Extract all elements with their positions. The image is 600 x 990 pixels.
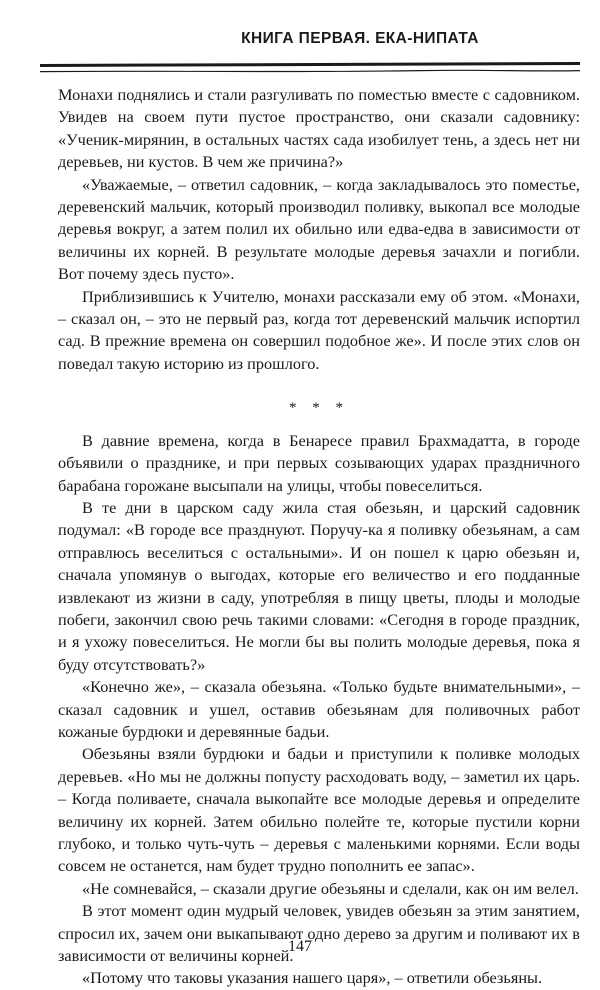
paragraph-6: «Конечно же», – сказала обезьяна. «Только будьте внимательными», – сказал садовник и ушел, оставив обезьянам для поливочных работ кожаные бурдюки и деревянные бадьи. — [58, 677, 580, 741]
page-number: 147 — [288, 938, 312, 955]
paragraph-10: «Потому что таковы указания нашего царя», – ответили обезьяны. — [82, 968, 543, 988]
paragraph-1: Монахи поднялись и стали разгуливать по поместью вместе с садовником. Увидев на своем пути пустое пространство, они сказали садовнику: «Ученик-мирянин, в остальных частях сада изобилует тень, а здесь нет ни деревьев, ни кустов. В чем же причина?» — [58, 85, 580, 172]
paragraph-9: В этот момент один мудрый человек, увидев обезьян за этим занятием, спросил их, зачем они выкапывают одно дерево за другим и поливают их в зависимости от величины корней. — [58, 901, 580, 966]
running-header: КНИГА ПЕРВАЯ. ЕКА-НИПАТА — [241, 30, 479, 47]
section-separator: * * * — [289, 400, 349, 417]
paragraph-2: «Уважаемые, – ответил садовник, – когда закладывалось это поместье, деревенский мальчик, который производил поливку, выкопал все молодые деревья вокруг, а затем полил их обильно или едва-едва в зависимости от величины их корней. В результате молодые деревья зачахли и погибли. Вот почему здесь пусто». — [58, 174, 580, 284]
paragraph-7: Обезьяны взяли бурдюки и бадьи и приступили к поливке молодых деревьев. «Но мы не должны попусту расходовать воду, – заметил их царь. – Когда поливаете, сначала выкопайте все молодые деревья и определите величину их корней. Затем обильно полейте те, которые пустили корни глубоко, и только чуть-чуть – деревья с маленькими корнями. Если воды совсем не останется, нам будет трудно пополнить ее запас». — [58, 744, 580, 876]
paragraph-3: Приблизившись к Учителю, монахи рассказали ему об этом. «Монахи, – сказал он, – это не первый раз, когда тот деревенский мальчик испортил сад. В прежние времена он совершил подобное же». И после этих слов он поведал такую историю из прошлого. — [58, 286, 580, 373]
rule-thick-line — [40, 62, 580, 67]
paragraph-5: В те дни в царском саду жила стая обезьян, и царский садовник подумал: «В городе все празднуют. Поручу-ка я поливку обезьянам, а сам отправлюсь веселиться с остальными». И он пошел к царю обезьян и, сначала упомянув о выгодах, которые его величество и его подданные извлекают из жизни в саду, употребляя в пищу цветы, плоды и молодые побеги, закончил свою речь такими словами: «Сегодня в городе праздник, и я ухожу повеселиться. Не могли бы вы полить молодые деревья, пока я буду отсутствовать?» — [58, 497, 580, 674]
main-text — [58, 84, 580, 990]
rule-thin-line — [40, 70, 580, 72]
paragraph-8: «Не сомневайся, – сказали другие обезьяны и сделали, как он им велел. — [82, 878, 579, 898]
paragraph-4: В давние времена, когда в Бенаресе правил Брахмадатта, в городе объявили о празднике, и при первых созывающих ударах праздничного барабана горожане высыпали на улицы, чтобы повеселиться. — [58, 430, 580, 495]
